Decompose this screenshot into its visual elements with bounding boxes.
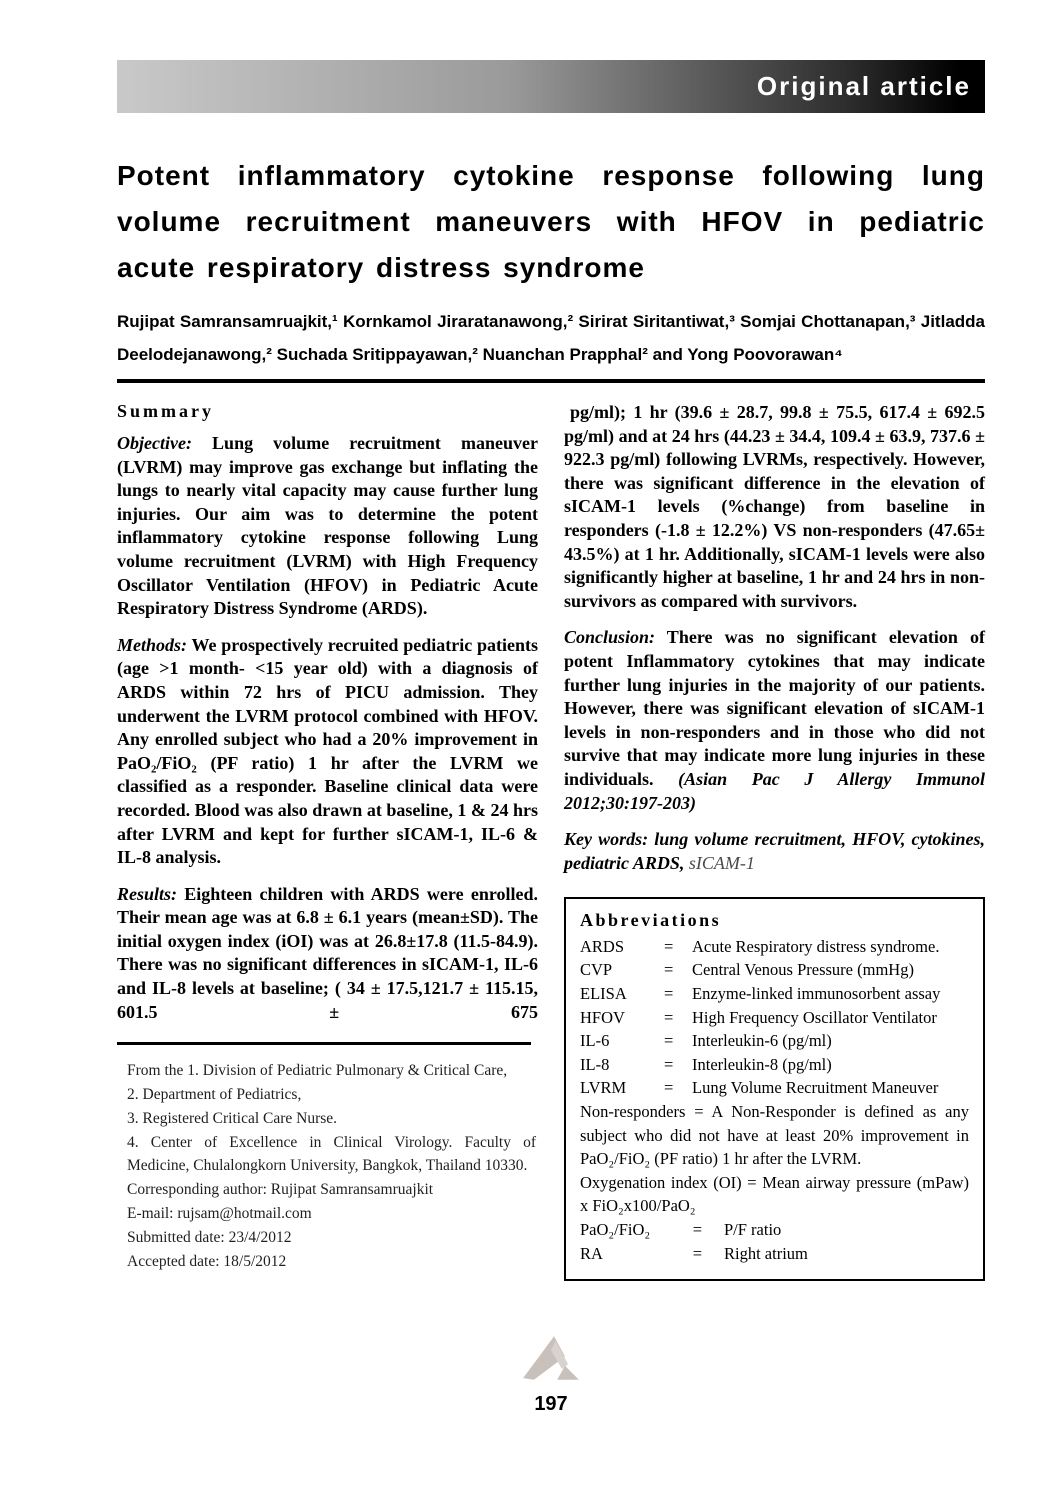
footnote-line: 3. Registered Critical Care Nurse. [127,1109,338,1127]
article-type-banner [117,60,985,113]
abbreviation-row [580,1006,969,1030]
abbreviation-row [580,1076,969,1100]
abbreviation-definition: High Frequency Oscillator Ventilator [692,1007,937,1027]
abbreviation-definition: Lung Volume Recruitment Maneuver [692,1078,939,1098]
journal-citation: (Asian Pac J Allergy Immunol 2012;30:197-203) [564,768,985,813]
abbreviation-term: ELISA [580,984,627,1004]
equals-sign: = [664,936,674,956]
abbreviation-term-eq [580,1218,702,1242]
abbreviation-row [580,935,969,959]
abbreviation-term: PaO₂/FiO₂ [580,1220,651,1239]
equals-sign: = [664,1031,674,1051]
results-continuation-paragraph: pg/ml); 1 hr (39.6 ± 28.7, 99.8 ± 75.5, 617.4 ± 692.5 pg/ml) and at 24 hrs (44.23 ± 34.4, 109.4 ± 63.9, 737.6 ± 922.3 pg/ml) following LVRMs, respectively. However, there was significant difference in the elevation of sICAM-1 levels (%change) from baseline in responders (-1.8 ± 12.2%) VS non-responders (47.65± 43.5%) at 1 hr. Additionally, sICAM-1 levels were also significantly higher at baseline, 1 hr and 24 hrs in non-survivors as compared with survivors. [564,402,985,611]
abbreviation-row [580,982,969,1006]
abbreviation-definition: Right atrium [724,1243,808,1263]
footnote-line: Corresponding author: Rujipat Samransamruajkit [127,1181,434,1199]
equals-sign: = [664,1078,674,1098]
abbreviations-box [564,897,985,1281]
abbreviation-definition: Acute Respiratory distress syndrome. [692,936,940,956]
abbreviation-term: LVRM [580,1078,627,1098]
abbreviation-row [580,1053,969,1077]
equals-sign: = [664,1007,674,1027]
abbreviation-row [580,958,969,982]
conclusion-paragraph [564,626,985,815]
authors-line: Rujipat Samransamruajkit,¹ Kornkamol Jiraratanawong,² Sirirat Siritantiwat,³ Somjai Chottanapan,³ Jitladda Deelodejanawong,² Suchada Sritippayawan,² Nuanchan Prapphal² and Yong Poovorawan⁴ [117,312,985,364]
objective-text: Lung volume recruitment maneuver (LVRM) may improve gas exchange but inflating the lungs to nearly vital capacity may cause further lung injuries. Our aim was to determine the potent inflammatory cytokine response following Lung volume recruitment (LVRM) with High Frequency Oscillator Ventilation (HFOV) in Pediatric Acute Respiratory Distress Syndrome (ARDS). [117,433,538,619]
footnote-line: E-mail: rujsam@hotmail.com [127,1205,312,1223]
equals-sign: = [664,960,674,980]
abbreviation-term: ARDS [580,936,625,956]
footnote-line: 4. Center of Excellence in Clinical Virology. Faculty of Medicine, Chulalongkorn University, Bangkok, Thailand 10330. [127,1133,536,1175]
two-column-body [117,401,985,1281]
right-column [564,401,985,1281]
abbreviation-definition: P/F ratio [724,1220,782,1239]
methods-text: We prospectively recruited pediatric patients (age >1 month- <15 year old) with a diagnosis of ARDS within 72 hrs of PICU admission. They underwent the LVRM protocol combined with HFOV. Any enrolled subject who had a 20% improvement in PaO₂/FiO₂ (PF ratio) 1 hr after the LVRM we classified as a responder. Baseline clinical data were recorded. Blood was also drawn at baseline, 1 & 24 hrs after LVRM and kept for further sICAM-1, IL-6 & IL-8 analysis. [117,634,538,868]
methods-paragraph [117,634,538,870]
footnote-divider [117,1042,531,1045]
footnote-line: Accepted date: 18/5/2012 [127,1252,287,1270]
abbreviation-term: IL-8 [580,1054,610,1074]
objective-label: Objective: [117,433,192,453]
abbreviation-notes [580,1100,969,1218]
article-type-label: Original article [756,71,971,101]
equals-sign: = [692,1220,702,1239]
abbreviation-term: HFOV [580,1007,625,1027]
abbreviation-row [580,1029,969,1053]
abbreviation-definition: Enzyme-linked immunosorbent assay [692,984,941,1004]
footnote-line: 2. Department of Pediatrics, [127,1086,302,1104]
equals-sign: = [692,1243,702,1263]
abbreviation-note: Non-responders = A Non-Responder is defined as any subject who did not have at least 20% improvement in PaO₂/FiO₂ (PF ratio) 1 hr after the LVRM. [580,1102,969,1169]
keywords-paragraph [564,828,985,875]
abbreviation-definition: Interleukin-8 (pg/ml) [692,1054,832,1074]
keywords-text: lung volume recruitment, HFOV, cytokines, pediatric ARDS, [564,829,985,873]
results-text: Eighteen children with ARDS were enrolled. Their mean age was at 6.8 ± 6.1 years (mean±SD). The initial oxygen index (iOI) was at 26.8±17.8 (11.5-84.9). There was no significant differences in sICAM-1, IL-6 and IL-8 levels at baseline; ( 34 ± 17.5,121.7 ± 115.15, 601.5 ± 675 [117,883,538,1022]
abbreviation-term-eq [580,1242,702,1266]
conclusion-text: There was no significant elevation of potent Inflammatory cytokines that may indicate further lung injuries in the majority of our patients. However, there was significant elevation of sICAM-1 levels in non-responders and in those who did not survive that may indicate more lung injuries in these individuals. [564,627,985,789]
abbreviations-heading: Abbreviations [580,910,722,931]
objective-paragraph [117,432,538,621]
left-column [117,401,538,1281]
abbreviation-definition: Interleukin-6 (pg/ml) [692,1031,832,1051]
abbreviation-term: CVP [580,960,613,980]
abbreviation-term: RA [580,1243,603,1263]
footnote-line: Submitted date: 23/4/2012 [127,1228,292,1246]
results-paragraph [117,883,538,1025]
equals-sign: = [664,984,674,1004]
keywords-label: Key words: [564,829,649,850]
title-divider [117,379,985,383]
abbreviation-row [580,1218,969,1242]
abbreviation-term: IL-6 [580,1031,610,1051]
abbreviation-note: Oxygenation index (OI) = Mean airway pressure (mPaw) x FiO₂x100/PaO₂ [580,1172,969,1216]
abbreviation-rows [580,935,969,1100]
page-footer [117,1330,985,1416]
abbreviation-rows-secondary [580,1218,969,1265]
equals-sign: = [664,1054,674,1074]
summary-heading: Summary [117,401,214,421]
footnote-line: From the 1. Division of Pediatric Pulmonary & Critical Care, [127,1062,508,1080]
methods-label: Methods: [117,634,188,655]
footnotes [117,1059,538,1273]
keywords-emphasis: sICAM-1 [688,852,755,873]
journal-triangle-logo-icon [520,1330,582,1386]
page-number: 197 [534,1393,568,1415]
results-label: Results: [117,883,178,904]
conclusion-label: Conclusion: [564,627,656,648]
article-title: Potent inflammatory cytokine response following lung volume recruitment maneuvers with HFOV in pediatric acute respiratory distress syndrome [117,160,985,283]
abbreviation-definition: Central Venous Pressure (mmHg) [692,960,914,980]
abbreviation-row [580,1242,969,1266]
